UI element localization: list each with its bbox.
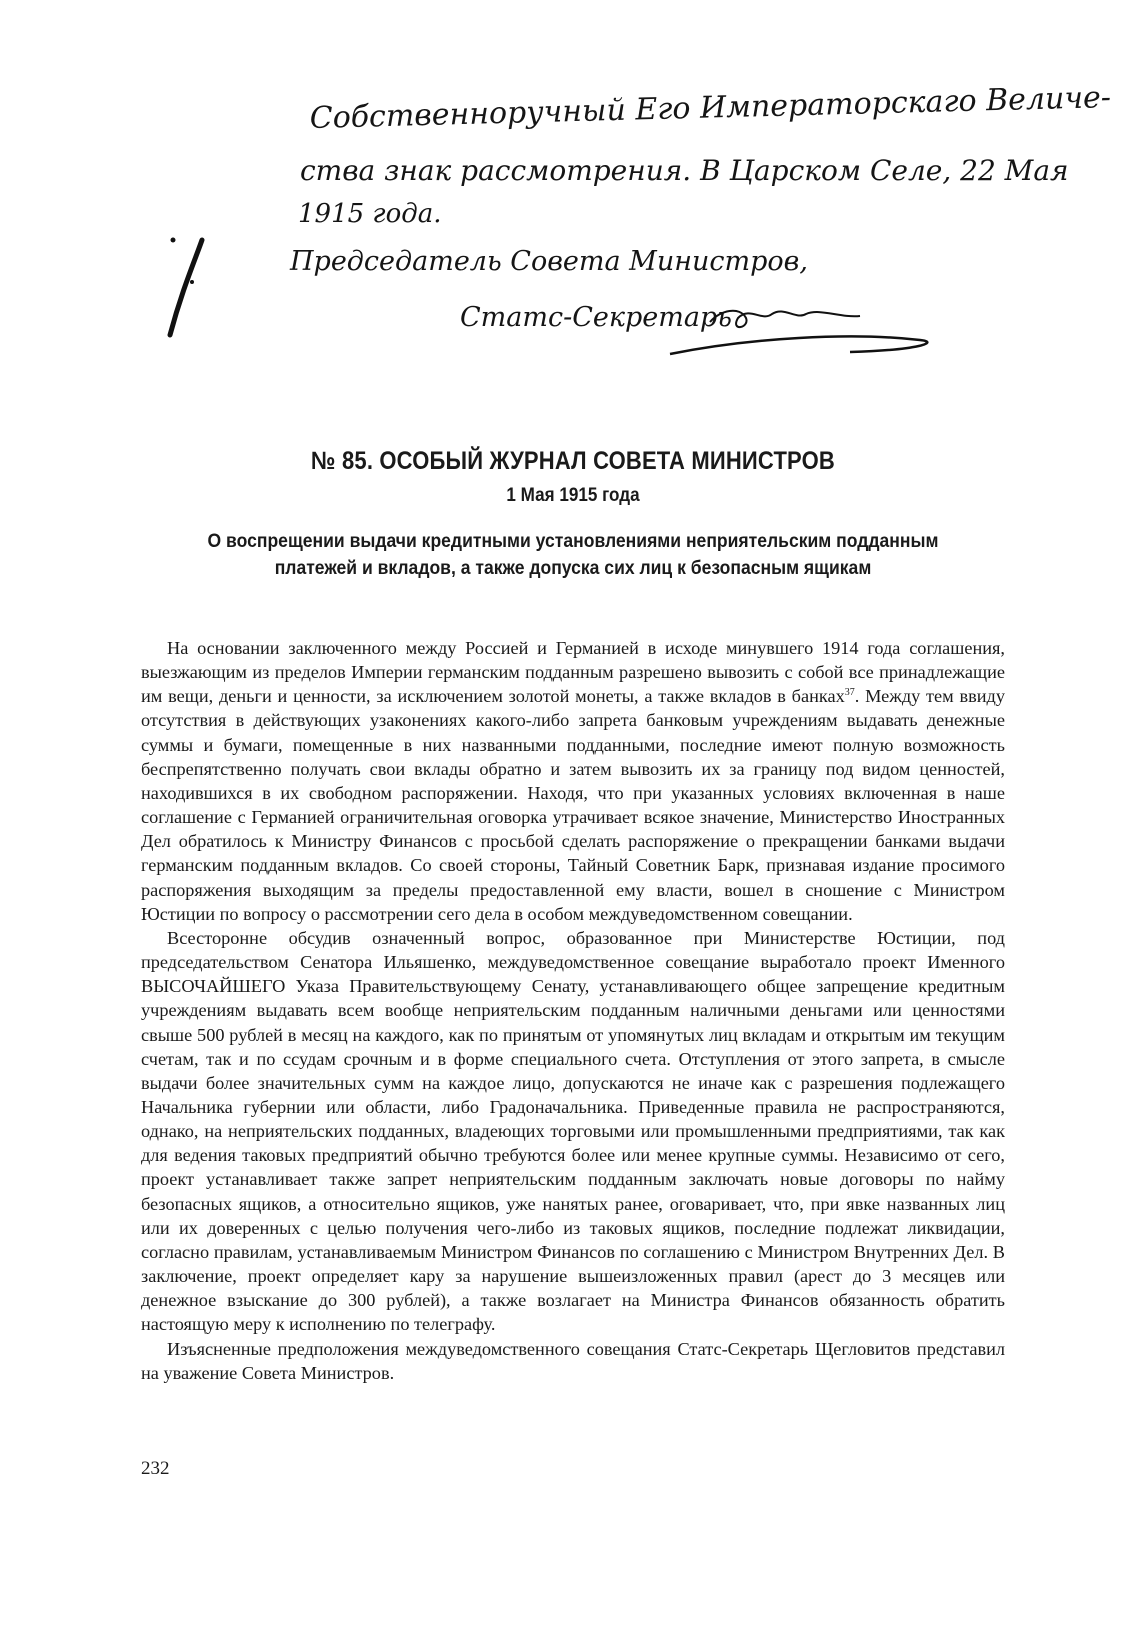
imperial-mark-dot	[171, 238, 176, 243]
signature-scribble	[710, 311, 860, 327]
paragraph: Изъясненные предположения междуведомственного совещания Статс-Секретарь Щегловитов представил на уважение Совета Министров.	[141, 1338, 1005, 1383]
footnote-ref[interactable]: 37	[844, 687, 855, 699]
document-body	[141, 636, 1005, 1385]
document-subject: О воспрещении выдачи кредитными установлениями неприятельским подданным платежей и вкладов, а также допуска сих лиц к безопасным ящикам	[207, 530, 939, 579]
document-title: № 85. ОСОБЫЙ ЖУРНАЛ СОВЕТА МИНИСТРОВ	[311, 447, 835, 475]
paragraph: Всесторонне обсудив означенный вопрос, образованное при Министерстве Юстиции, под председательством Сенатора Ильяшенко, междуведомственное совещание выработало проект Именного ВЫСОЧАЙШЕГО Указа Правительствующему Сенату, устанавливающего общее запрещение кредитным учреждениям выдавать всем вообще неприятельским подданным наличными деньгами или ценностями свыше 500 рублей в месяц на каждого, как по принятым от упомянутых лиц вкладам и открытым им текущим счетам, так и по ссудам срочным и в форме специального счета. Отступления от этого запрета, в смысле выдачи более значительных сумм на каждое лицо, допускаются не иначе как с разрешения подлежащего Начальника губернии или области, либо Градоначальника. Приведенные правила не распространяются, однако, на неприятельских подданных, владеющих торговыми или промышленными предприятиями, так как для ведения таковых предприятий обычно требуются более или менее крупные суммы. Независимо от сего, проект устанавливает также запрет неприятельским подданным заключать новые договоры по найму безопасных ящиков, а относительно ящиков, уже нанятых ранее, оговаривает, что, при явке названных лиц или их доверенных с целью получения чего-либо из таковых ящиков, последние подлежат ликвидации, согласно правилам, устанавливаемым Министром Финансов по соглашению с Министром Внутренних Дел. В заключение, проект определяет кару за нарушение вышеизложенных правил (арест до 3 месяцев или денежное взыскание до 300 рублей), а также возлагает на Министра Финансов обязанность обратить настоящую меру к исполнению по телеграфу.	[141, 927, 1005, 1335]
resolution-line-2: ства знак рассмотрения. В Царском Селе, 22 Мая	[300, 154, 1069, 187]
resolution-line-1: Собственноручный Его Императорскаго Величе-	[309, 80, 1112, 136]
resolution-line-5: Статс-Секретарь	[460, 302, 732, 333]
page-number: 232	[141, 1458, 170, 1479]
resolution-line-4: Председатель Совета Министров,	[290, 246, 808, 277]
resolution-line-3: 1915 года.	[298, 199, 442, 229]
signature-flourish	[670, 336, 927, 354]
document-date: 1 Мая 1915 года	[506, 485, 640, 506]
document-heading	[140, 446, 1006, 582]
handwritten-resolution	[150, 70, 1112, 400]
imperial-mark-stroke	[170, 240, 202, 335]
paragraph: На основании заключенного между Россией и Германией в исходе минувшего 1914 года соглашения, выезжающим из пределов Империи германским подданным разрешено вывозить с собой все принадлежащие им вещи, деньги и ценности, за исключением золотой монеты, а также вкладов в банках$^{37}$. Между тем ввиду отсутствия в действующих узаконениях какого-либо запрета банковым учреждениям выдавать денежные суммы и бумаги, помещенные в них названными подданными, последние имеют полную возможность беспрепятственно получать свои вклады обратно и затем вывозить их за границу под видом ценностей, находившихся в их свободном распоряжении. Находя, что при указанных условиях включенная в наше соглашение с Германией ограничительная оговорка утрачивает всякое значение, Министерство Иностранных Дел обратилось к Министру Финансов с просьбой сделать распоряжение о прекращении банками выдачи германским подданным вкладов. Со своей стороны, Тайный Советник Барк, признавая издание просимого распоряжения выходящим за пределы предоставленной ему власти, вошел в сношение с Министром Юстиции по вопросу о рассмотрении сего дела в особом междуведомственном совещании.	[141, 638, 1005, 924]
